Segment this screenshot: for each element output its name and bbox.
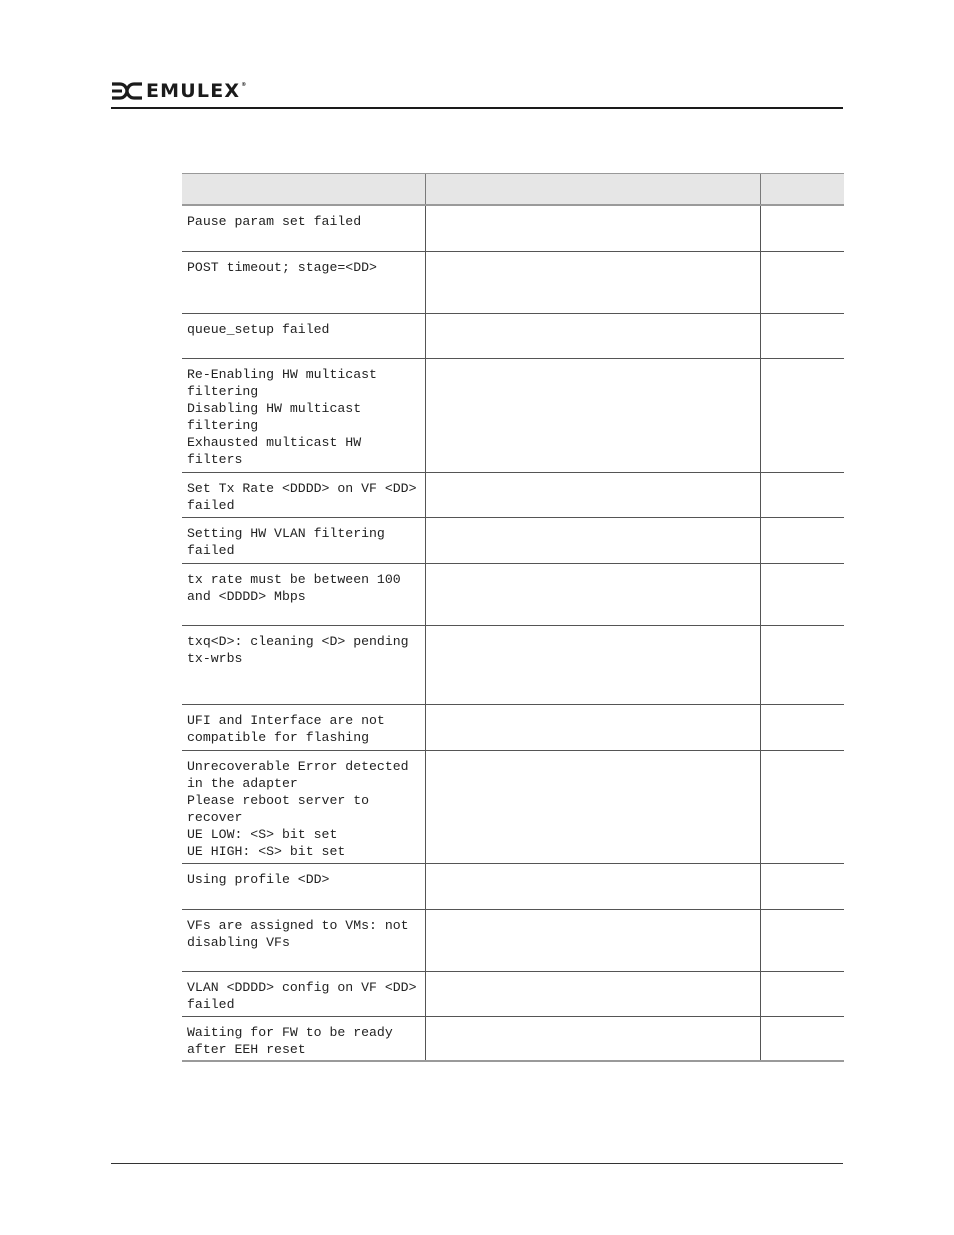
action-cell [760, 750, 844, 863]
action-cell [760, 971, 844, 1016]
description-cell [425, 313, 760, 358]
footer-divider [111, 1163, 843, 1164]
message-cell: Unrecoverable Error detected in the adapter Please reboot server to recover UE LOW: <S> bit set UE HIGH: <S> bit set [182, 750, 425, 863]
header-divider [111, 107, 843, 109]
table-header-row [182, 174, 844, 206]
description-cell [425, 971, 760, 1016]
message-cell: Set Tx Rate <DDDD> on VF <DD> failed [182, 472, 425, 517]
message-cell: POST timeout; stage=<DD> [182, 251, 425, 313]
description-cell [425, 563, 760, 625]
column-header-action [760, 174, 844, 206]
action-cell [760, 863, 844, 909]
brand-name: EMULEX® [146, 80, 248, 102]
table-row [182, 205, 844, 251]
description-cell [425, 472, 760, 517]
table-row [182, 909, 844, 971]
message-cell: Pause param set failed [182, 205, 425, 251]
description-cell [425, 205, 760, 251]
message-cell: Using profile <DD> [182, 863, 425, 909]
table-row [182, 563, 844, 625]
action-cell [760, 517, 844, 563]
table-row [182, 750, 844, 863]
message-cell: tx rate must be between 100 and <DDDD> Mbps [182, 563, 425, 625]
description-cell [425, 251, 760, 313]
table-row [182, 313, 844, 358]
description-cell [425, 358, 760, 472]
action-cell [760, 625, 844, 704]
trademark-symbol: ® [241, 82, 248, 88]
action-cell [760, 472, 844, 517]
message-cell: Re-Enabling HW multicast filtering Disabling HW multicast filtering Exhausted multicast HW filters [182, 358, 425, 472]
description-cell [425, 704, 760, 750]
action-cell [760, 704, 844, 750]
message-table [182, 173, 844, 1062]
description-cell [425, 1016, 760, 1061]
message-cell: txq<D>: cleaning <D> pending tx-wrbs [182, 625, 425, 704]
column-header-message [182, 174, 425, 206]
table-row [182, 472, 844, 517]
table-row [182, 251, 844, 313]
action-cell [760, 1016, 844, 1061]
table-row [182, 358, 844, 472]
action-cell [760, 909, 844, 971]
emulex-logo-icon [111, 81, 143, 101]
table-row [182, 704, 844, 750]
message-cell: Waiting for FW to be ready after EEH reset [182, 1016, 425, 1061]
column-header-description [425, 174, 760, 206]
table-row [182, 517, 844, 563]
message-cell: queue_setup failed [182, 313, 425, 358]
table-row [182, 971, 844, 1016]
page-header [111, 78, 843, 108]
description-cell [425, 625, 760, 704]
message-cell: VLAN <DDDD> config on VF <DD> failed [182, 971, 425, 1016]
description-cell [425, 909, 760, 971]
action-cell [760, 251, 844, 313]
description-cell [425, 863, 760, 909]
message-cell: UFI and Interface are not compatible for flashing [182, 704, 425, 750]
table-row [182, 1016, 844, 1061]
action-cell [760, 313, 844, 358]
message-cell: VFs are assigned to VMs: not disabling VFs [182, 909, 425, 971]
action-cell [760, 358, 844, 472]
description-cell [425, 750, 760, 863]
action-cell [760, 205, 844, 251]
action-cell [760, 563, 844, 625]
message-cell: Setting HW VLAN filtering failed [182, 517, 425, 563]
table-row [182, 863, 844, 909]
description-cell [425, 517, 760, 563]
emulex-logo [111, 80, 247, 102]
table-row [182, 625, 844, 704]
